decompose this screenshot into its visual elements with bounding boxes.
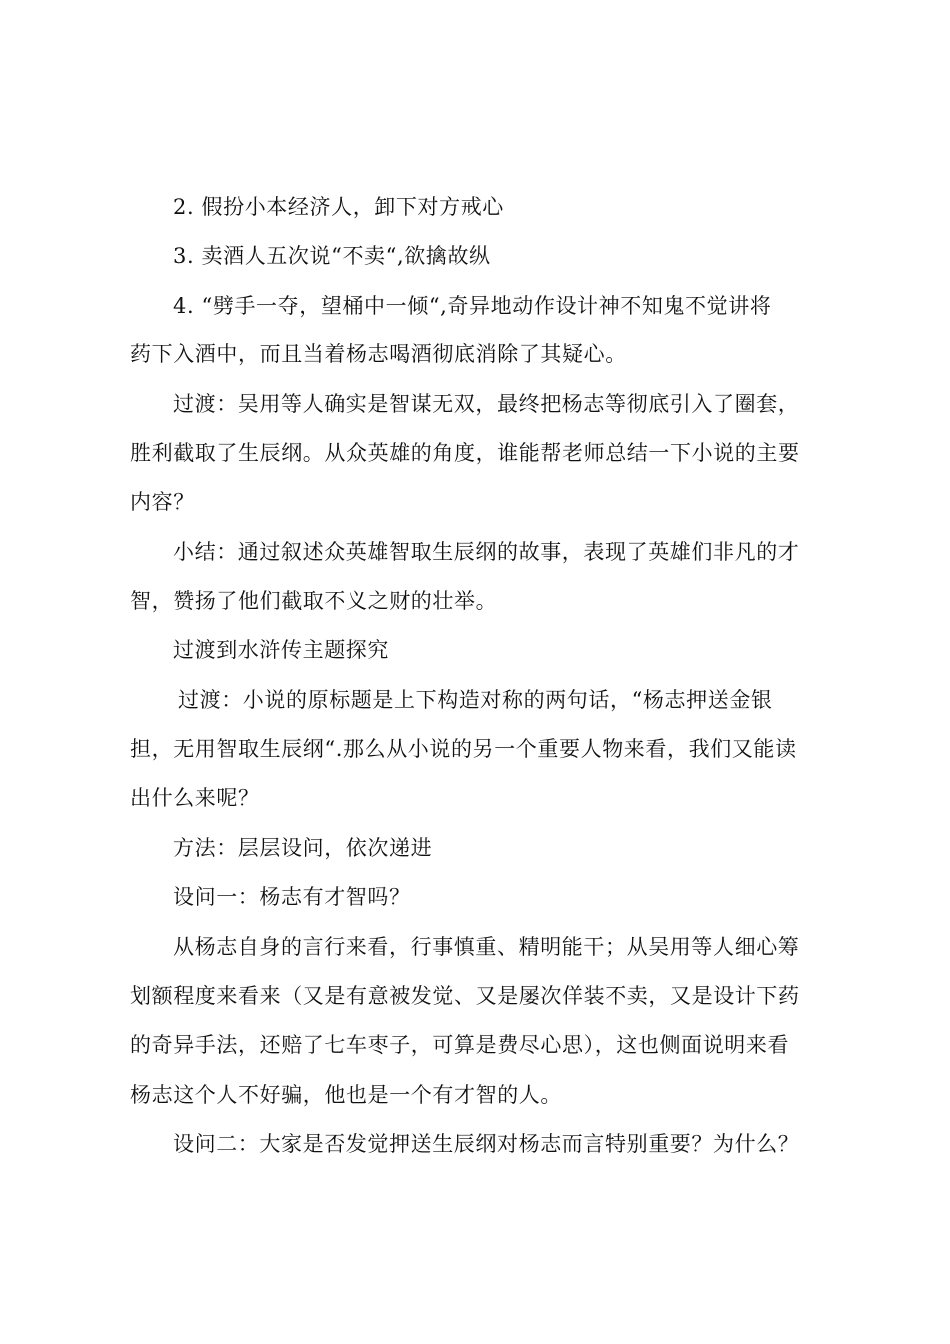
question-one-line: 设问一：杨志有才智吗？	[173, 885, 411, 909]
list-item-3: 3. 卖酒人五次说“不卖“,欲擒故纵	[173, 244, 491, 268]
paragraph-line: 智，赞扬了他们截取不义之财的壮举。	[130, 589, 498, 613]
paragraph-line: 内容？	[130, 490, 195, 514]
paragraph-line: 的奇异手法，还赔了七车枣子，可算是费尽心思），这也侧面说明来看	[130, 1033, 790, 1057]
paragraph-line: 药下入酒中，而且当着杨志喝酒彻底消除了其疑心。	[130, 342, 627, 366]
transition-paragraph-line: 过渡：吴用等人确实是智谋无双，最终把杨志等彻底引入了圈套，	[173, 392, 800, 416]
list-item-4: 4. “劈手一夺，望桶中一倾“,奇异地动作设计神不知鬼不觉讲将	[173, 294, 772, 318]
paragraph-line: 划额程度来看来（又是有意被发觉、又是屡次佯装不卖，又是设计下药	[130, 984, 800, 1008]
paragraph-line: 担，无用智取生辰纲“.那么从小说的另一个重要人物来看，我们又能读	[130, 737, 797, 761]
section-heading: 过渡到水浒传主题探究	[173, 638, 389, 662]
list-item-2: 2. 假扮小本经济人，卸下对方戒心	[173, 195, 504, 219]
transition-paragraph-line: 过渡：小说的原标题是上下构造对称的两句话，“杨志押送金银	[178, 688, 773, 712]
paragraph-line: 胜利截取了生辰纲。从众英雄的角度，谁能帮老师总结一下小说的主要	[130, 441, 800, 465]
paragraph-line: 出什么来呢？	[130, 786, 260, 810]
paragraph-line: 从杨志自身的言行来看，行事慎重、精明能干；从吴用等人细心筹	[173, 935, 800, 959]
method-line: 方法：层层设问，依次递进	[173, 836, 433, 860]
summary-paragraph-line: 小结：通过叙述众英雄智取生辰纲的故事，表现了英雄们非凡的才	[173, 540, 800, 564]
paragraph-line: 杨志这个人不好骗，他也是一个有才智的人。	[130, 1083, 562, 1107]
question-two-line: 设问二：大家是否发觉押送生辰纲对杨志而言特别重要？为什么？	[173, 1132, 800, 1156]
